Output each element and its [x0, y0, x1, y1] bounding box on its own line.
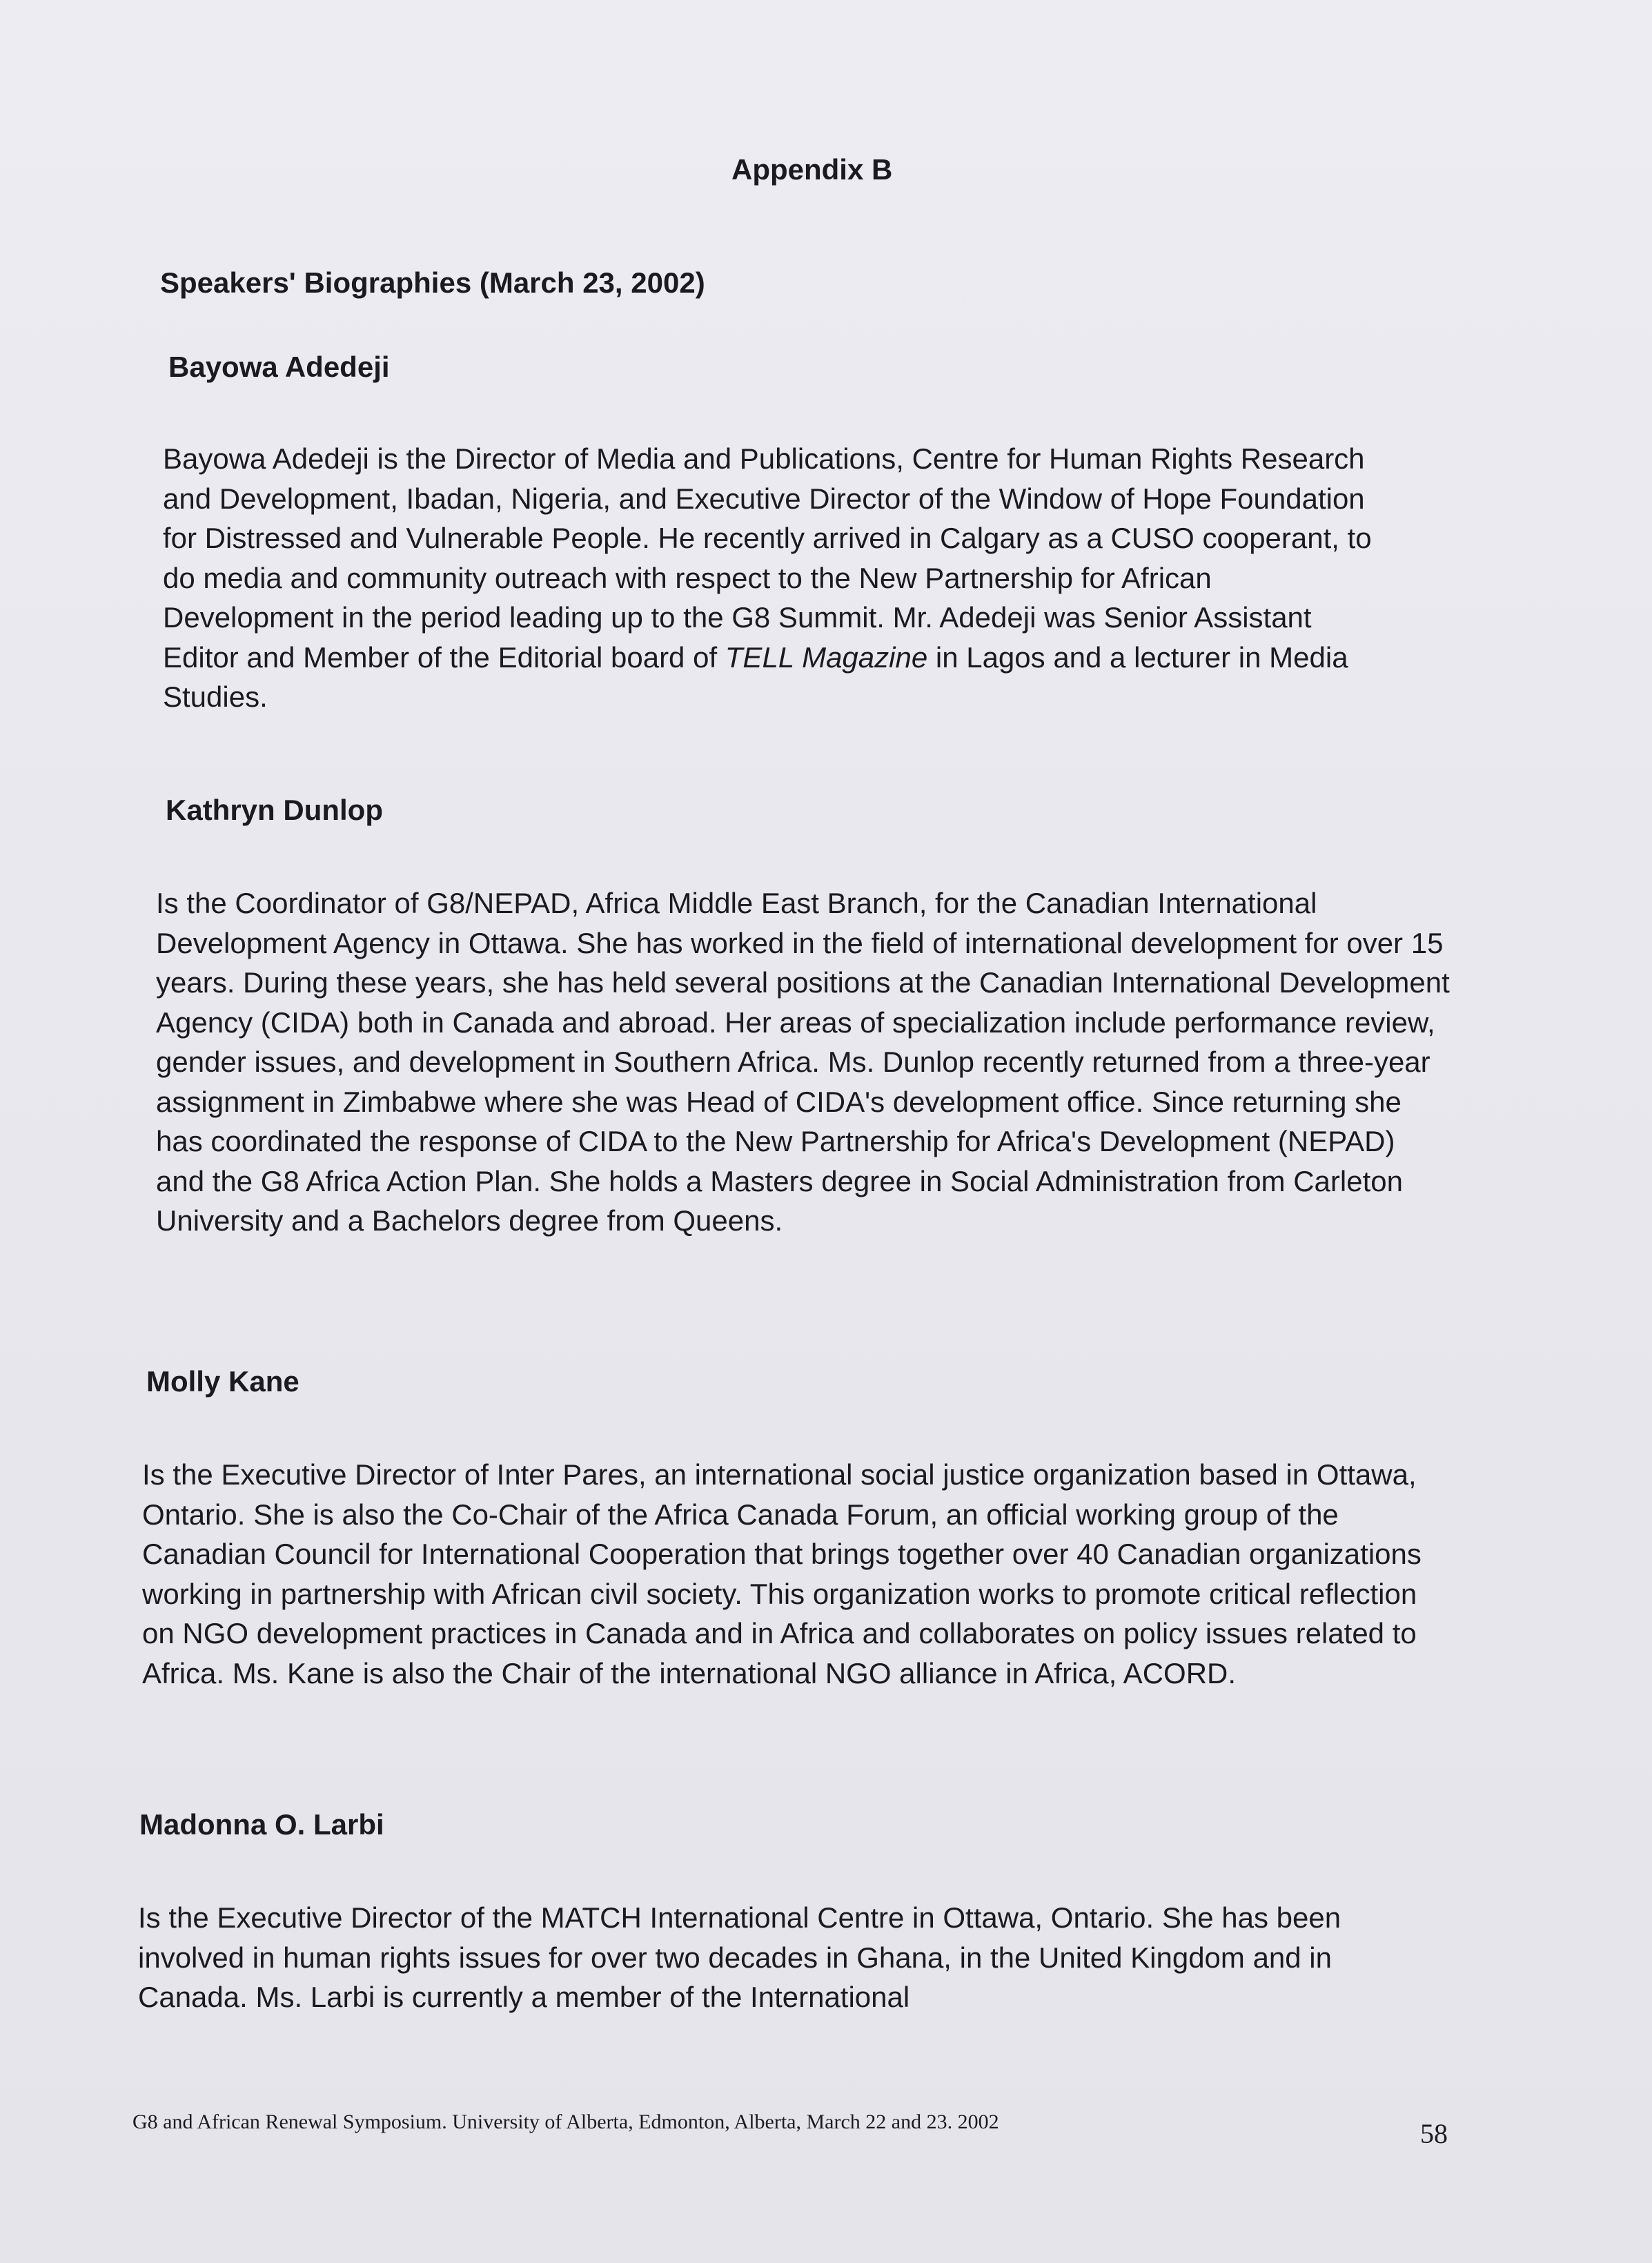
- page-footer: G8 and African Renewal Symposium. University of Alberta, Edmonton, Alberta, March 22 and 23. 2002: [132, 2110, 999, 2133]
- speaker-name: Molly Kane: [146, 1365, 299, 1398]
- speaker-bio: Is the Coordinator of G8/NEPAD, Africa Middle East Branch, for the Canadian International Development Agency in Ottawa. She has worked in the field of international development for over 15 years. During these years, she has held several positions at the Canadian International Development Agency (CIDA) both in Canada and abroad. Her areas of specialization include performance review, gender issues, and development in Southern Africa. Ms. Dunlop recently returned from a three-year assignment in Zimbabwe where she was Head of CIDA's development office. Since returning she has coordinated the response of CIDA to the New Partnership for Africa's Development (NEPAD) and the G8 Africa Action Plan. She holds a Masters degree in Social Administration from Carleton University and a Bachelors degree from Queens.: [156, 887, 1450, 1237]
- section-title: Speakers' Biographies (March 23, 2002): [160, 266, 705, 299]
- speaker-bio: Is the Executive Director of Inter Pares, an international social justice organization based in Ottawa, Ontario. She is also the Co-Chair of the Africa Canada Forum, an official working group of the Canadian Council for International Cooperation that brings together over 40 Canadian organizations working in partnership with African civil society. This organization works to promote critical reflection on NGO development practices in Canada and in Africa and collaborates on policy issues related to Africa. Ms. Kane is also the Chair of the international NGO alliance in Africa, ACORD.: [142, 1458, 1422, 1689]
- appendix-title: Appendix B: [731, 153, 893, 186]
- bio-text: Bayowa Adedeji is the Director of Media and Publications, Centre for Human Rights Research and Development, Ibadan, Nigeria, and Executive Director of the Window of Hope Foundation for Distressed and Vulnerable People. He recently arrived in Calgary as a CUSO cooperant, to do media and community outreach with respect to the New Partnership for African Development in the period leading up to the G8 Summit. Mr. Adedeji was Senior Assistant Editor and Member of the Editorial board of: [163, 442, 1372, 674]
- bio-text: in Lagos and a lecturer in Media Studies.: [163, 640, 1348, 713]
- speaker-name: Kathryn Dunlop: [166, 794, 383, 826]
- page-number: 58: [1420, 2118, 1448, 2149]
- speaker-name: Bayowa Adedeji: [168, 351, 390, 383]
- publication-title: TELL Magazine: [725, 640, 928, 674]
- speaker-bio: [163, 439, 1384, 717]
- speaker-bio: Is the Executive Director of the MATCH International Centre in Ottawa, Ontario. She has been involved in human rights issues for over two decades in Ghana, in the United Kingdom and in Canada. Ms. Larbi is currently a member of the International: [138, 1901, 1341, 2013]
- speaker-name: Madonna O. Larbi: [139, 1808, 384, 1841]
